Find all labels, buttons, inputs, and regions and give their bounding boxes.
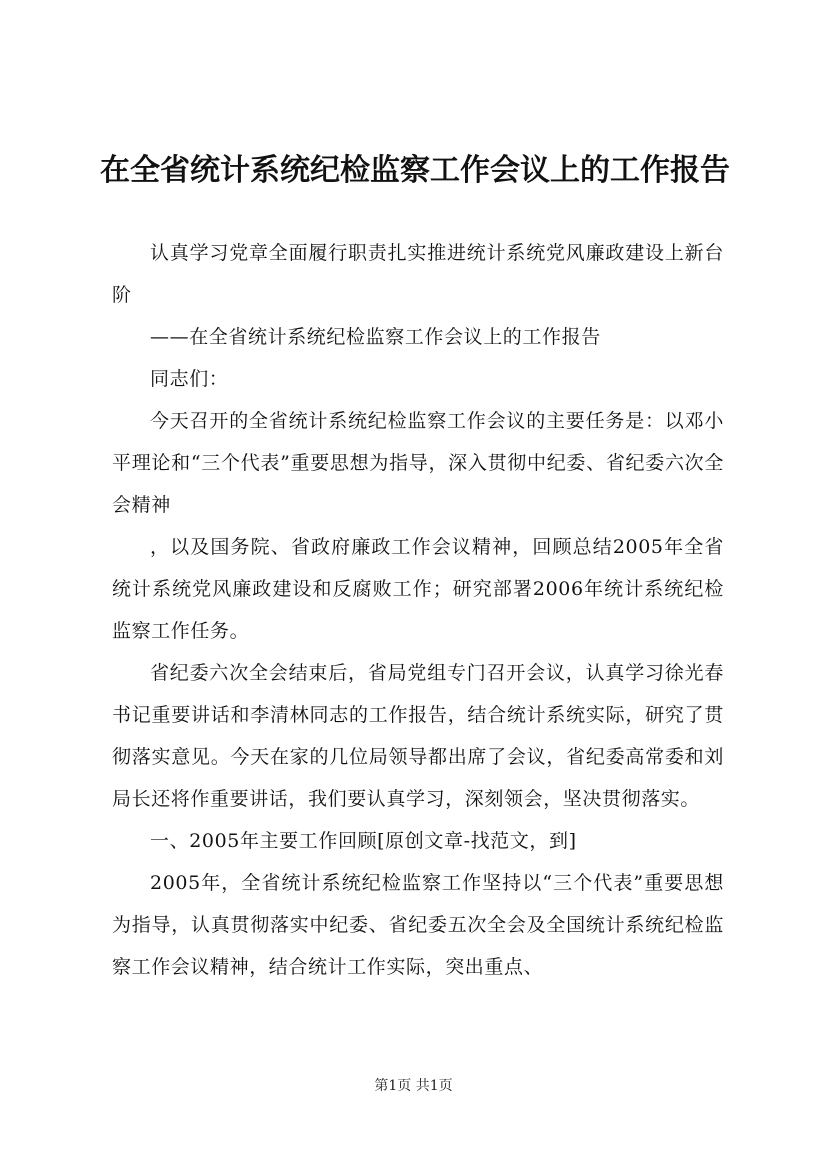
document-title: 在全省统计系统纪检监察工作会议上的工作报告: [100, 153, 730, 188]
body-paragraph: 省纪委六次全会结束后，省局党组专门召开会议，认真学习徐光春书记重要讲话和李清林同志的工作报告，结合统计系统实际，研究了贯彻落实意见。今天在家的几位局领导都出席了会议，省纪委高常委和刘局长还将作重要讲话，我们要认真学习，深刻领会，坚决贯彻落实。: [112, 662, 724, 810]
body-paragraph: ，以及国务院、省政府廉政工作会议精神，回顾总结2005年全省统计系统党风廉政建设和反腐败工作；研究部署2006年统计系统纪检监察工作任务。: [112, 536, 724, 642]
body-paragraph: 今天召开的全省统计系统纪检监察工作会议的主要任务是：以邓小平理论和“三个代表”重要思想为指导，深入贯彻中纪委、省纪委六次全会精神: [112, 410, 724, 516]
body-paragraph: 2005年，全省统计系统纪检监察工作坚持以“三个代表”重要思想为指导，认真贯彻落实中纪委、省纪委五次全会及全国统计系统纪检监察工作会议精神，结合统计工作实际，突出重点、: [112, 872, 724, 978]
document-body: [112, 232, 724, 988]
section-heading: 一、2005年主要工作回顾[原创文章-找范文，到]: [150, 830, 577, 852]
byline-paragraph: ——在全省统计系统纪检监察工作会议上的工作报告: [150, 326, 601, 348]
page-number-footer: 第1页 共1页: [374, 1078, 453, 1094]
salutation-paragraph: 同志们：: [150, 368, 229, 390]
subtitle-paragraph: 认真学习党章全面履行职责扎实推进统计系统党风廉政建设上新台阶: [112, 242, 724, 306]
